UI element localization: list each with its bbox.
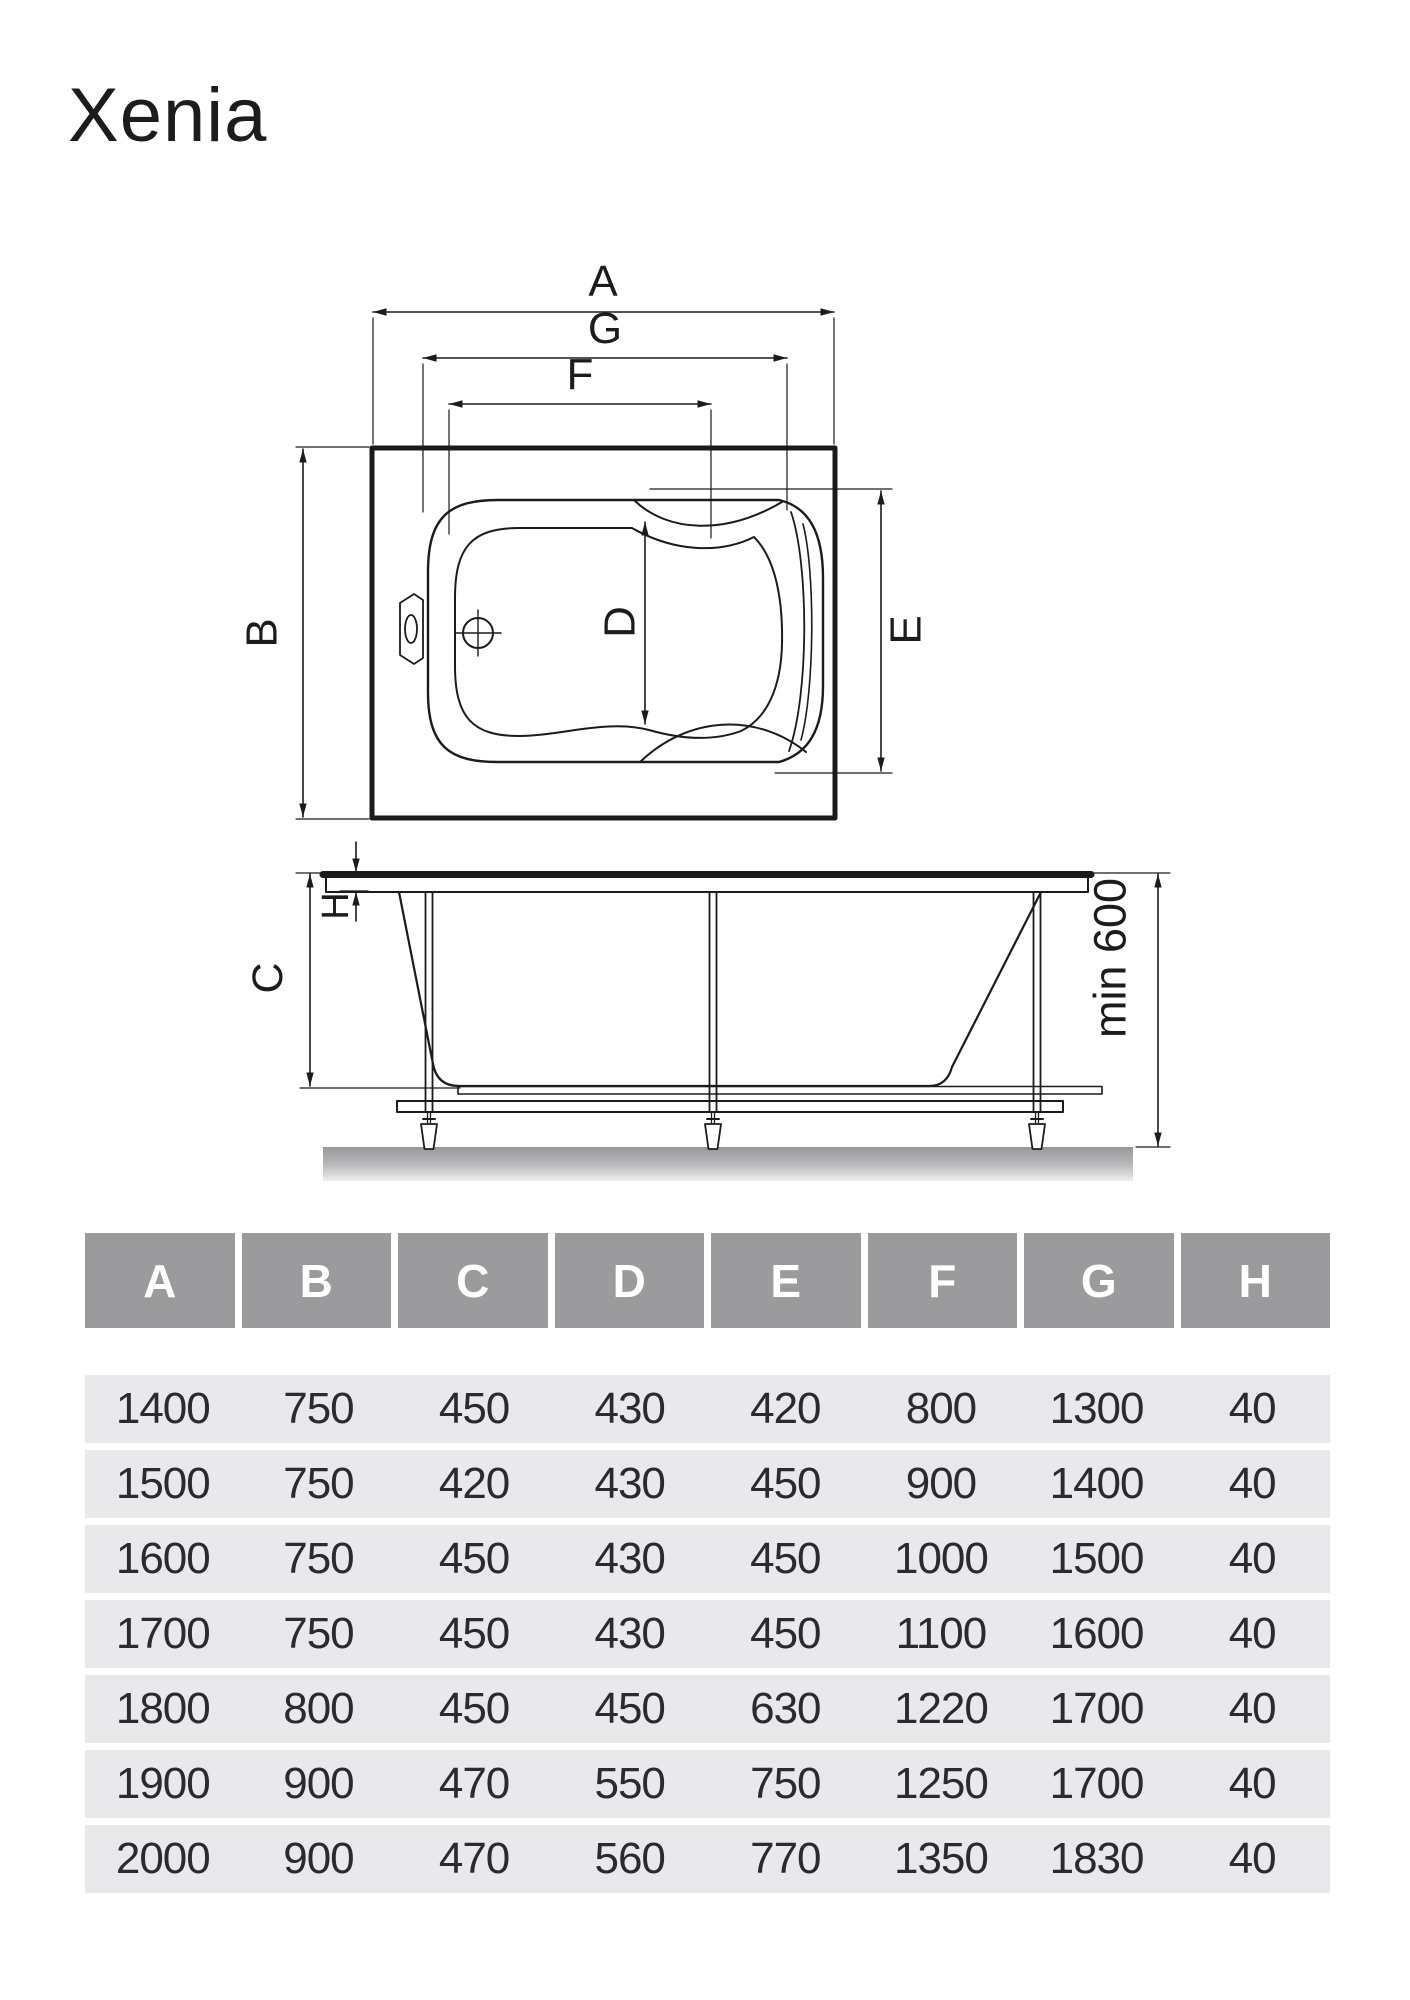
table-cell: 750 bbox=[283, 1459, 354, 1508]
dim-label-min-600: min 600 bbox=[1084, 877, 1136, 1039]
table-cell: 450 bbox=[750, 1459, 821, 1508]
table-cell: 550 bbox=[594, 1759, 665, 1808]
dim-min-600 bbox=[1085, 873, 1171, 1147]
table-cell: 450 bbox=[438, 1684, 510, 1733]
drain-symbol bbox=[455, 610, 501, 656]
tub-body-profile bbox=[399, 892, 1041, 1086]
frame-rail bbox=[397, 1101, 1063, 1112]
dim-label-a: A bbox=[588, 257, 618, 306]
table-cell: 420 bbox=[438, 1459, 510, 1508]
table-cell: 770 bbox=[750, 1834, 821, 1883]
table-cell: 40 bbox=[1228, 1534, 1276, 1583]
frame-leg bbox=[1029, 893, 1045, 1149]
floor bbox=[323, 1147, 1133, 1181]
backrest-curve-2 bbox=[801, 524, 812, 740]
table-cell: 750 bbox=[283, 1609, 354, 1658]
dim-label-b: B bbox=[237, 618, 287, 648]
table-cell: 1350 bbox=[893, 1834, 988, 1883]
table-cell: 1250 bbox=[893, 1759, 988, 1808]
table-body bbox=[85, 1375, 1330, 1900]
table-cell: 1500 bbox=[1049, 1534, 1144, 1583]
table-cell: 40 bbox=[1228, 1384, 1276, 1433]
table-cell: 40 bbox=[1228, 1459, 1276, 1508]
table-row bbox=[85, 1675, 1330, 1743]
table-cell: 430 bbox=[594, 1609, 665, 1658]
table-cell: 900 bbox=[283, 1834, 354, 1883]
page-title: Xenia bbox=[68, 73, 268, 158]
table-cell: 1700 bbox=[1049, 1684, 1144, 1733]
dim-label-h: H bbox=[315, 892, 357, 920]
table-cell: 1220 bbox=[893, 1684, 988, 1733]
table-cell: 450 bbox=[438, 1384, 510, 1433]
table-cell: 1400 bbox=[115, 1384, 210, 1433]
table-cell: 750 bbox=[750, 1759, 821, 1808]
bottom-board bbox=[458, 1087, 1102, 1095]
table-cell: 450 bbox=[438, 1534, 510, 1583]
table-row bbox=[85, 1375, 1330, 1443]
table-header-cell: E bbox=[711, 1233, 861, 1328]
table-cell: 430 bbox=[594, 1384, 665, 1433]
table-cell: 900 bbox=[905, 1459, 977, 1508]
dim-G bbox=[423, 304, 787, 512]
dim-D bbox=[596, 522, 646, 724]
table-cell: 750 bbox=[283, 1384, 354, 1433]
side-view bbox=[244, 842, 1170, 1181]
table-cell: 430 bbox=[594, 1534, 665, 1583]
table-cell: 1500 bbox=[115, 1459, 210, 1508]
table-cell: 40 bbox=[1228, 1834, 1276, 1883]
dim-B bbox=[238, 447, 370, 819]
table-cell: 630 bbox=[750, 1684, 821, 1733]
table-cell: 470 bbox=[438, 1834, 510, 1883]
table-cell: 560 bbox=[594, 1834, 665, 1883]
table-cell: 800 bbox=[905, 1384, 977, 1433]
table-cell: 40 bbox=[1228, 1684, 1276, 1733]
table-cell: 750 bbox=[283, 1534, 354, 1583]
table-cell: 1900 bbox=[115, 1759, 210, 1808]
table-cell: 420 bbox=[750, 1384, 821, 1433]
backrest-curve bbox=[789, 512, 804, 751]
dim-F bbox=[449, 350, 711, 538]
rim-bar bbox=[323, 872, 1091, 892]
table-cell: 40 bbox=[1228, 1759, 1276, 1808]
table-cell: 1600 bbox=[115, 1534, 210, 1583]
table-header-cell: F bbox=[868, 1233, 1018, 1328]
table-cell: 1000 bbox=[893, 1534, 988, 1583]
table-row bbox=[85, 1450, 1330, 1518]
frame-leg bbox=[705, 893, 721, 1149]
dim-H bbox=[296, 842, 368, 921]
top-view bbox=[238, 257, 931, 819]
table-cell: 40 bbox=[1228, 1609, 1276, 1658]
table-row bbox=[85, 1825, 1330, 1893]
table-cell: 450 bbox=[750, 1609, 821, 1658]
table-header-cell: G bbox=[1024, 1233, 1174, 1328]
dim-label-e: E bbox=[881, 615, 931, 645]
table-header-cell: C bbox=[398, 1233, 548, 1328]
table-cell: 1700 bbox=[115, 1609, 210, 1658]
table-cell: 1400 bbox=[1049, 1459, 1144, 1508]
table-cell: 470 bbox=[438, 1759, 510, 1808]
table-cell: 450 bbox=[750, 1534, 821, 1583]
dim-label-g: G bbox=[587, 304, 623, 353]
pillow-arc bbox=[634, 500, 782, 526]
table-cell: 900 bbox=[283, 1759, 354, 1808]
table-header bbox=[85, 1233, 1330, 1328]
table-cell: 1100 bbox=[895, 1609, 987, 1658]
table-cell: 450 bbox=[594, 1684, 665, 1733]
table-cell: 1600 bbox=[1049, 1609, 1144, 1658]
table-header-cell: H bbox=[1181, 1233, 1331, 1328]
dim-label-d: D bbox=[595, 606, 645, 638]
seat-contour bbox=[640, 725, 806, 762]
table-cell: 1830 bbox=[1049, 1834, 1144, 1883]
table-cell: 1700 bbox=[1049, 1759, 1144, 1808]
table-header-cell: A bbox=[85, 1233, 235, 1328]
table-header-cell: B bbox=[242, 1233, 392, 1328]
table-cell: 800 bbox=[283, 1684, 354, 1733]
dim-label-f: F bbox=[566, 350, 594, 399]
table-cell: 1800 bbox=[115, 1684, 210, 1733]
table-header-cell: D bbox=[555, 1233, 705, 1328]
table-cell: 450 bbox=[438, 1609, 510, 1658]
table-cell: 2000 bbox=[115, 1834, 210, 1883]
table-row bbox=[85, 1600, 1330, 1668]
dim-label-c: C bbox=[244, 962, 292, 994]
table-row bbox=[85, 1750, 1330, 1818]
overflow-outlet-symbol bbox=[400, 594, 423, 664]
table-cell: 430 bbox=[594, 1459, 665, 1508]
table-cell: 1300 bbox=[1049, 1384, 1144, 1433]
table-row bbox=[85, 1525, 1330, 1593]
